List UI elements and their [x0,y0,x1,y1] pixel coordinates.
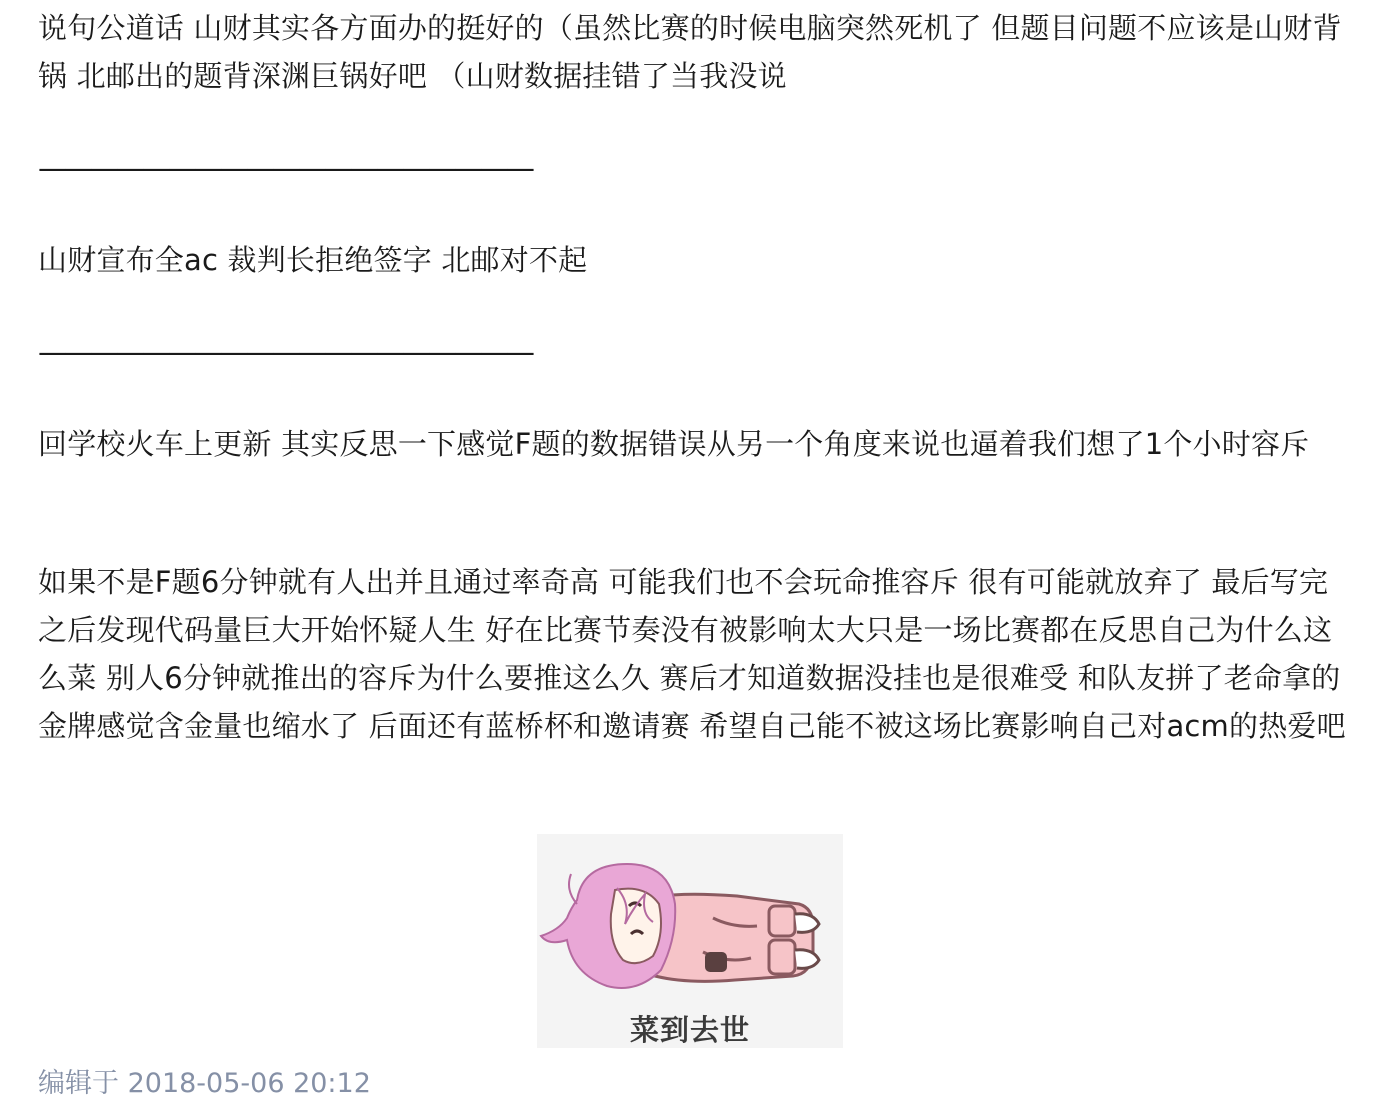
post-divider-2: ——————————————————— [38,335,532,369]
post-paragraph-1: 说句公道话 山财其实各方面办的挺好的（虽然比赛的时候电脑突然死机了 但题目问题不应该是山财背锅 北邮出的题背深渊巨锅好吧 （山财数据挂错了当我没说 [38,11,1342,93]
post-divider-1: ——————————————————— [38,151,532,185]
sticker-caption: 菜到去世 [629,1013,750,1047]
sticker-image[interactable] [537,834,843,1048]
edit-timestamp: 编辑于 2018-05-06 20:12 [38,1068,371,1099]
post-content [38,4,1348,798]
post-paragraph-4: 如果不是F题6分钟就有人出并且通过率奇高 可能我们也不会玩命推容斥 很有可能就放弃了 最后写完之后发现代码量巨大开始怀疑人生 好在比赛节奏没有被影响太大只是一场比赛都在反思自己为什么这么菜 别人6分钟就推出的容斥为什么要推这么久 赛后才知道数据没挂也是很难受 和队友拼了老命拿的金牌感觉含金量也缩水了 后面还有蓝桥杯和邀请赛 希望自己能不被这场比赛影响自己对acm的热爱吧 [38,565,1346,743]
post-paragraph-3: 回学校火车上更新 其实反思一下感觉F题的数据错误从另一个角度来说也逼着我们想了1个小时容斥 [38,427,1310,461]
post-paragraph-2: 山财宣布全ac 裁判长拒绝签字 北邮对不起 [38,243,588,277]
